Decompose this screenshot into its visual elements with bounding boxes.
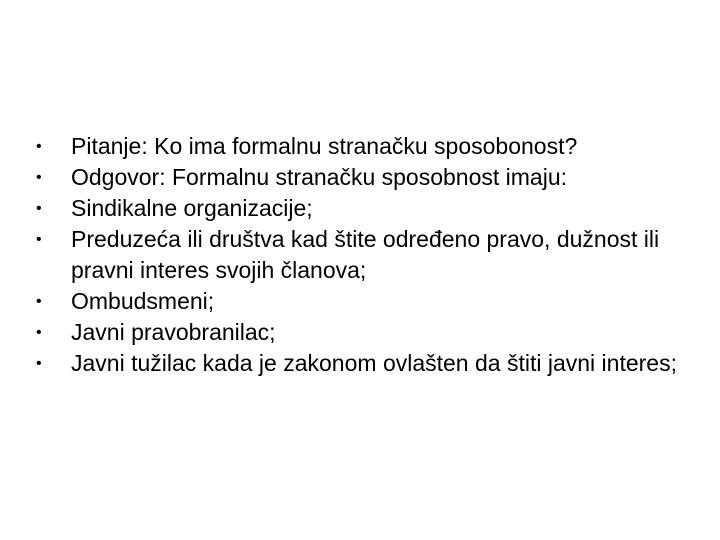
bullet-icon: •	[36, 138, 42, 155]
list-item	[36, 162, 696, 193]
list-item-text: Preduzeća ili društva kad štite određeno pravo, dužnost ili pravni interes svojih članova;	[71, 226, 660, 283]
list-item	[36, 193, 696, 224]
list-item	[36, 348, 696, 379]
list-item-text: Javni tužilac kada je zakonom ovlašten da štiti javni interes;	[71, 350, 677, 376]
list-item	[36, 224, 696, 286]
list-item	[36, 317, 696, 348]
list-item-text: Ombudsmeni;	[71, 288, 215, 314]
bullet-icon: •	[36, 169, 42, 186]
bullet-icon: •	[36, 324, 42, 341]
bullet-icon: •	[36, 231, 42, 248]
bullet-list	[36, 131, 696, 379]
bullet-icon: •	[36, 200, 42, 217]
list-item	[36, 286, 696, 317]
list-item-text: Sindikalne organizacije;	[71, 195, 313, 221]
list-item-text: Javni pravobranilac;	[71, 319, 276, 345]
bullet-icon: •	[36, 293, 42, 310]
list-item-text: Pitanje: Ko ima formalnu stranačku sposobonost?	[71, 133, 578, 159]
list-item-text: Odgovor: Formalnu stranačku sposobnost imaju:	[71, 164, 568, 190]
list-item	[36, 131, 696, 162]
bullet-icon: •	[36, 355, 42, 372]
